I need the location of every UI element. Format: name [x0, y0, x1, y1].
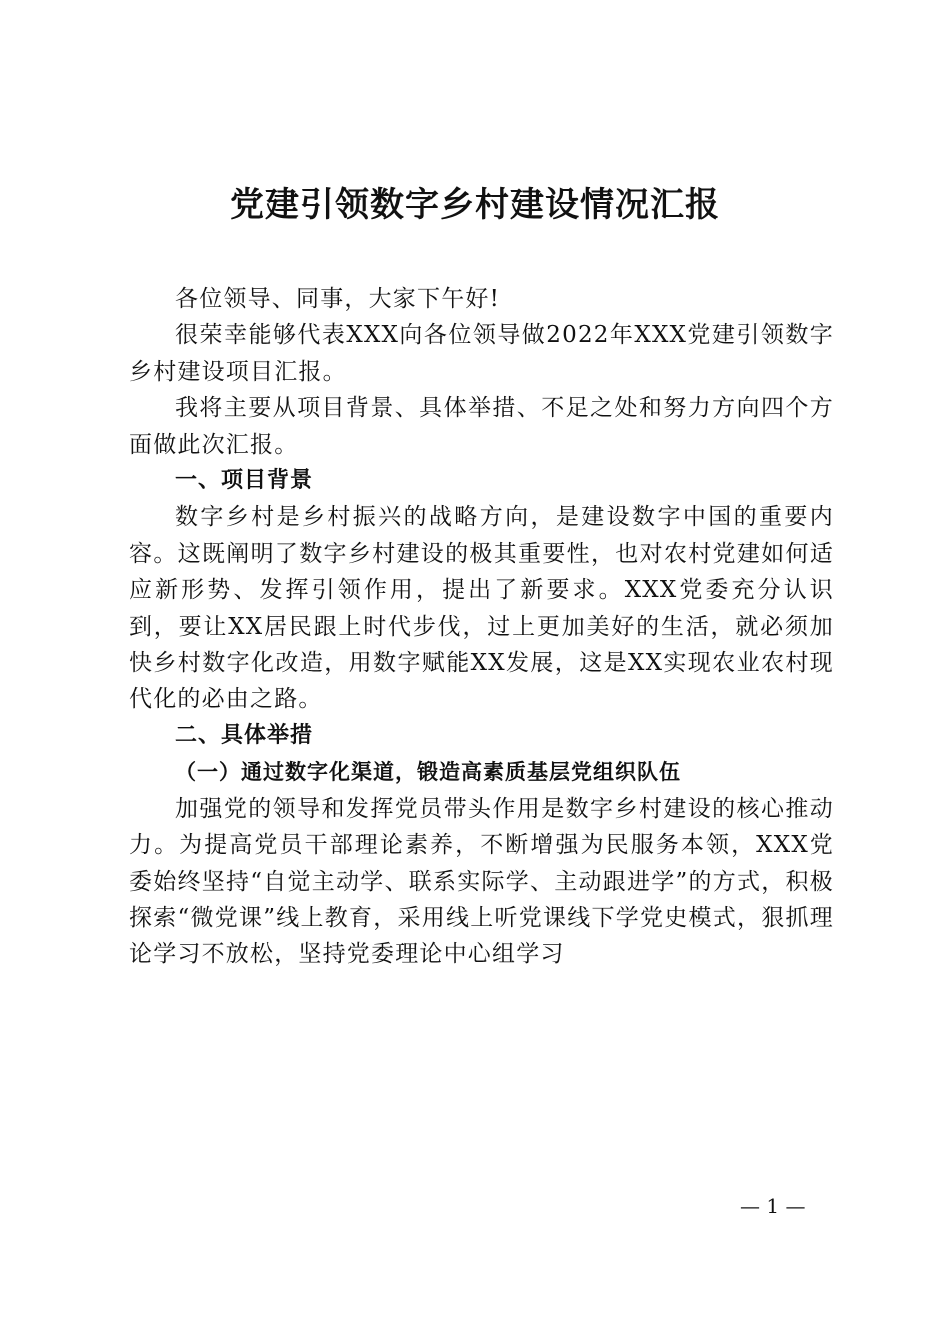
document-title: 党建引领数字乡村建设情况汇报 [230, 185, 720, 225]
background-paragraph: 数字乡村是乡村振兴的战略方向，是建设数字中国的重要内容。这既阐明了数字乡村建设的极其重要性，也对农村党建如何适应新形势、发挥引领作用，提出了新要求。XXX党委充分认识到，要让XX居民跟上时代步伐，过上更加美好的生活，就必须加快乡村数字化改造，用数字赋能XX发展，这是XX实现农业农村现代化的必由之路。 [129, 504, 834, 713]
document-body [129, 281, 834, 973]
outline-paragraph: 我将主要从项目背景、具体举措、不足之处和努力方向四个方面做此次汇报。 [129, 395, 834, 458]
subsection-heading-digital-channels: （一）通过数字化渠道，锻造高素质基层党组织队伍 [175, 759, 681, 785]
section-heading-background: 一、项目背景 [175, 468, 314, 494]
page-number: — 1 — [740, 1194, 806, 1218]
section-heading-measures: 二、具体举措 [175, 722, 314, 748]
intro-paragraph: 很荣幸能够代表XXX向各位领导做2022年XXX党建引领数字乡村建设项目汇报。 [129, 322, 834, 385]
measures-paragraph: 加强党的领导和发挥党员带头作用是数字乡村建设的核心推动力。为提高党员干部理论素养，不断增强为民服务本领，XXX党委始终坚持“自觉主动学、联系实际学、主动跟进学”的方式，积极探索“微党课”线上教育，采用线上听党课线下学党史模式，狠抓理论学习不放松，坚持党委理论中心组学习 [129, 795, 834, 968]
greeting-paragraph: 各位领导、同事，大家下午好! [175, 286, 501, 312]
